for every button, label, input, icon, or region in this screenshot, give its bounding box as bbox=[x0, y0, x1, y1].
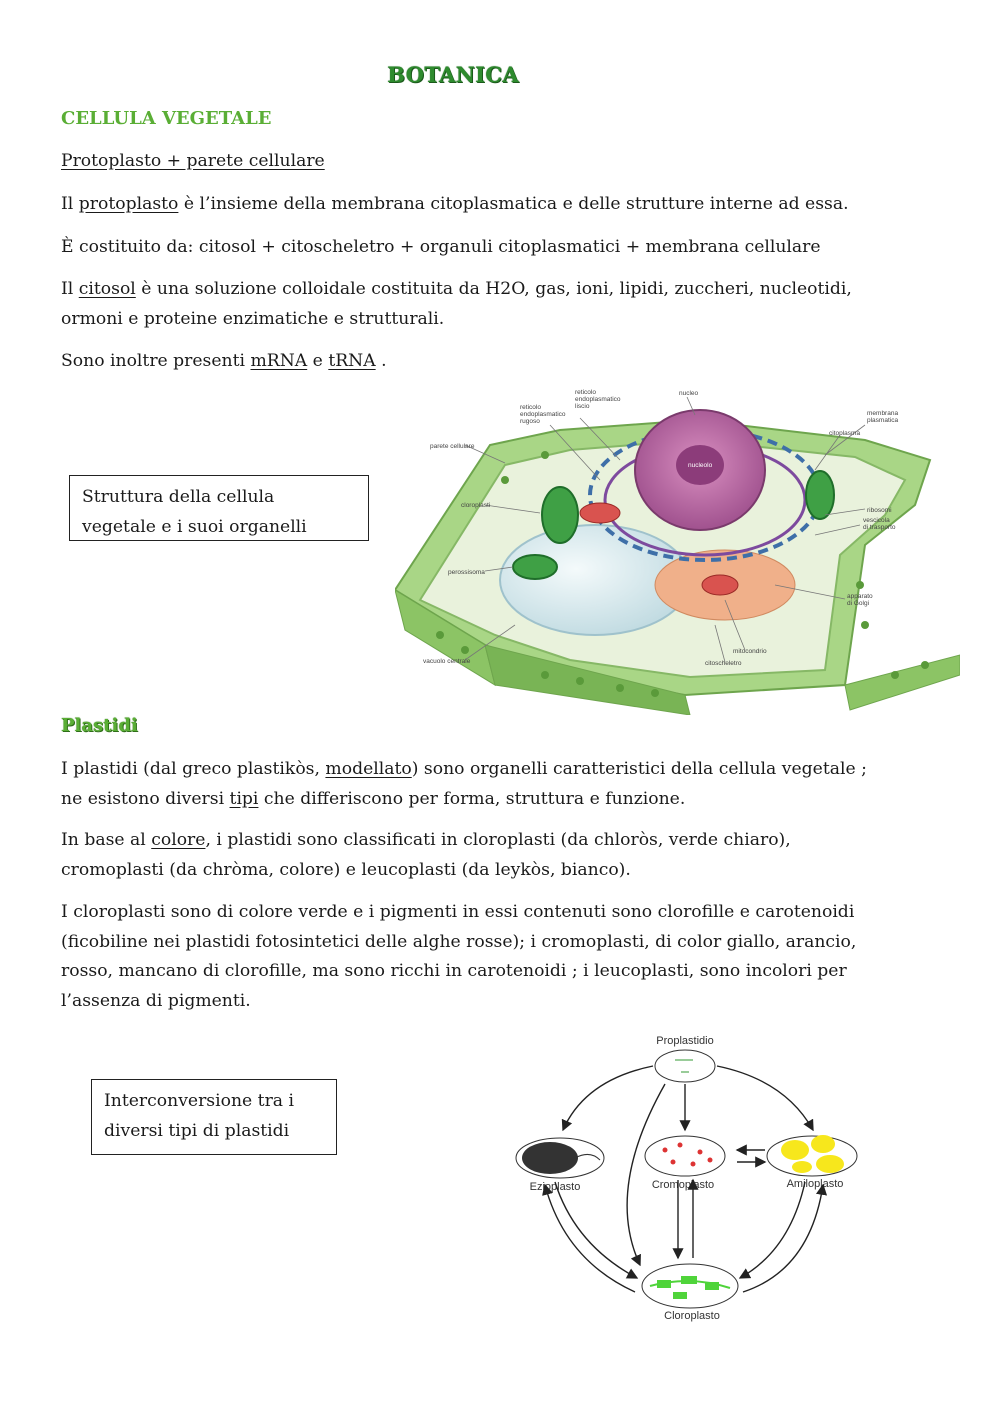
plastid-diagram bbox=[505, 1030, 870, 1330]
label-membrana: membrana plasmatica bbox=[867, 410, 899, 424]
paragraph-protoplasto: Il protoplasto è l’insieme della membrana citoplasmatica e delle strutture interne ad essa. bbox=[61, 194, 849, 214]
proplastid-shape bbox=[655, 1050, 715, 1082]
label-ribosomi: ribosomi bbox=[867, 507, 892, 514]
paragraph-composition: È costituito da: citosol + citoscheletro + organuli citoplasmatici + membrana cellulare bbox=[61, 237, 821, 257]
label-reticolo-liscio: reticolo endoplasmatico liscio bbox=[575, 389, 621, 410]
label-nucleo: nucleo bbox=[679, 390, 699, 397]
label-cloroplasti: cloroplasti bbox=[461, 502, 491, 509]
label-cloroplasto: Cloroplasto bbox=[664, 1310, 720, 1322]
caption-plastid-interconversion: Interconversione tra i diversi tipi di plastidi bbox=[91, 1079, 337, 1155]
label-amiloplasto: Amiloplasto bbox=[786, 1178, 844, 1190]
section-heading-cellula: CELLULA VEGETALE bbox=[61, 108, 272, 129]
paragraph-rna: Sono inoltre presenti mRNA e tRNA . bbox=[61, 351, 387, 371]
page-title: BOTANICA bbox=[387, 62, 519, 87]
plant-cell-figure bbox=[395, 385, 960, 715]
label-nucleolo: nucleolo bbox=[688, 462, 713, 469]
label-citoscheletro: citoscheletro bbox=[705, 660, 742, 667]
label-mitocondrio: mitocondrio bbox=[733, 648, 767, 655]
subheading-protoplasto: Protoplasto + parete cellulare bbox=[61, 151, 325, 171]
paragraph-citosol: Il citosol è una soluzione colloidale costituita da H2O, gas, ioni, lipidi, zuccheri, nucleotidi, ormoni e proteine enzimatiche e strutturali. bbox=[61, 279, 852, 329]
label-proplastidio: Proplastidio bbox=[656, 1035, 714, 1047]
prolamellar-body bbox=[522, 1142, 578, 1174]
section-heading-plastidi: Plastidi bbox=[61, 715, 138, 736]
paragraph-plastidi-pigmenti: I cloroplasti sono di colore verde e i pigmenti in essi contenuti sono clorofille e carotenoidi (ficobiline nei plastidi fotosintetici delle alghe rosse); i cromoplasti, di color giallo, arancio, rosso, mancano di clorofille, ma sono ricchi in carotenoidi ; i leucoplasti, sono incolori per l’assenza di pigmenti. bbox=[61, 902, 857, 1011]
label-ezioplasto: Ezioplasto bbox=[529, 1181, 581, 1193]
label-vescicola: vescicola di trasporto bbox=[863, 517, 896, 531]
label-parete: parete cellulare bbox=[430, 443, 475, 450]
caption-cell-structure: Struttura della cellula vegetale e i suoi organelli bbox=[69, 475, 369, 541]
paragraph-plastidi-colore: In base al colore, i plastidi sono classificati in cloroplasti (da chloròs, verde chiaro), cromoplasti (da chròma, colore) e leucoplasti (da leykòs, bianco). bbox=[61, 830, 791, 880]
label-perossisoma: perossisoma bbox=[448, 569, 485, 576]
label-citoplasma: citoplasma bbox=[829, 430, 861, 437]
chromoplast-shape bbox=[645, 1136, 725, 1176]
label-cromoplasto: Cromoplasto bbox=[651, 1179, 715, 1191]
paragraph-plastidi-intro: I plastidi (dal greco plastikòs, modellato) sono organelli caratteristici della cellula vegetale ; ne esistono diversi tipi che differiscono per forma, struttura e funzione. bbox=[61, 759, 867, 809]
label-reticolo-rugoso: reticolo endoplasmatico rugoso bbox=[520, 404, 566, 425]
label-vacuolo: vacuolo centrale bbox=[423, 658, 471, 665]
label-golgi: apparato di Golgi bbox=[847, 593, 873, 607]
